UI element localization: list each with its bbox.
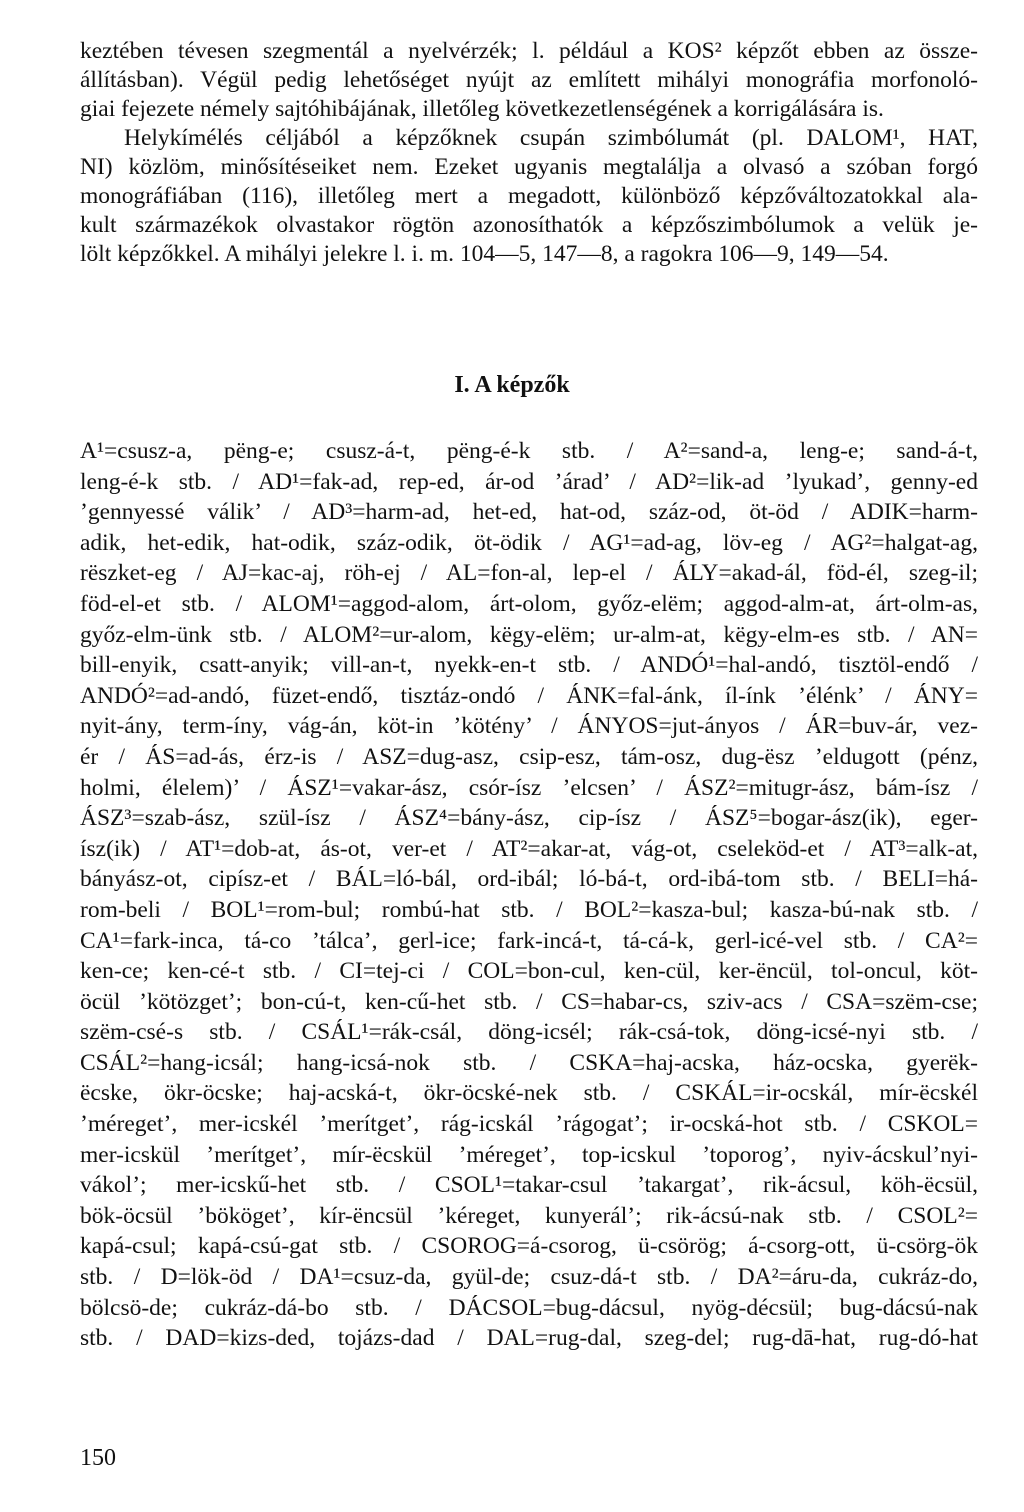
entry-line: leng-é-k stb. / AD¹=fak-ad, rep-ed, ár-od ’árad’ / AD²=lik-ad ’lyukad’, genny-ed (80, 468, 978, 495)
text-line: keztében tévesen szegmentál a nyelvérzék; l. például a KOS² képzőt ebben az össze- (80, 38, 978, 64)
text-line: kult származékok olvastakor rögtön azonosíthatók a képzőszimbólumok a velük je- (80, 212, 978, 238)
text-line: NI) közlöm, minősítéseiket nem. Ezeket ugyanis megtalálja a olvasó a szóban forgó (80, 154, 978, 180)
entry-line: ëcske, ökr-öcske; haj-acská-t, ökr-öcské-nek stb. / CSKÁL=ir-ocskál, mír-ëcskél (80, 1080, 978, 1107)
entry-line: CA¹=fark-inca, tá-co ’tálca’, gerl-ice; fark-incá-t, tá-cá-k, gerl-icé-vel stb. / CA²= (80, 927, 978, 954)
entry-line: bök-öcsül ’bököget’, kír-ëncsül ’kéreget, kunyerál’; rik-ácsú-nak stb. / CSOL²= (80, 1202, 978, 1229)
text-line: monográfiában (116), illetőleg mert a megadott, különböző képzőváltozatokkal ala- (80, 183, 978, 209)
text-line: lölt képzőkkel. A mihályi jelekre l. i. m. 104—5, 147—8, a ragokra 106—9, 149—54. (80, 241, 889, 267)
entry-line: holmi, élelem)’ / ÁSZ¹=vakar-ász, csór-ísz ’elcsen’ / ÁSZ²=mitugr-ász, bám-ísz / (80, 774, 978, 801)
entry-line: bányász-ot, cipísz-et / BÁL=ló-bál, ord-ibál; ló-bá-t, ord-ibá-tom stb. / BELI=há- (80, 866, 978, 893)
entry-line: stb. / DAD=kizs-ded, tojázs-dad / DAL=rug-dal, szeg-del; rug-dā-hat, rug-dó-hat (80, 1325, 978, 1352)
entry-line: ’méreget’, mer-icskél ’merítget’, rág-icskál ’rágogat’; ir-ocská-hot stb. / CSKOL= (80, 1111, 978, 1138)
suffix-entries (80, 436, 978, 1354)
page-number: 150 (80, 1445, 116, 1471)
entry-line: adik, het-edik, hat-odik, száz-odik, öt-ödik / AG¹=ad-ag, löv-eg / AG²=halgat-ag, (80, 529, 978, 556)
entry-line: ken-ce; ken-cé-t stb. / CI=tej-ci / COL=bon-cul, ken-cül, ker-ëncül, tol-oncul, köt- (80, 958, 978, 985)
entry-line: bill-enyik, csatt-anyik; vill-an-t, nyekk-en-t stb. / ANDÓ¹=hal-andó, tisztöl-endő / (80, 652, 978, 679)
entry-line: bölcsö-de; cukráz-dá-bo stb. / DÁCSOL=bug-dácsul, nyög-décsül; bug-dácsú-nak (80, 1294, 978, 1321)
intro-paragraph (80, 37, 978, 269)
entry-line: mer-icskül ’merítget’, mír-ëcskül ’méreget’, top-icskul ’toporog’, nyiv-ácskul’nyi- (80, 1141, 978, 1168)
text-line: giai fejezete némely sajtóhibájának, illetőleg következetlenségének a korrigálására is. (80, 96, 884, 122)
text-line: Helykímélés céljából a képzőknek csupán szimbólumát (pl. DALOM¹, HAT, (124, 125, 978, 151)
entry-line: szëm-csé-s stb. / CSÁL¹=rák-csál, döng-icsél; rák-csá-tok, döng-icsé-nyi stb. / (80, 1019, 978, 1046)
entry-line: nyit-ány, term-íny, vág-án, köt-in ’kötény’ / ÁNYOS=jut-ányos / ÁR=buv-ár, vez- (80, 713, 978, 740)
entry-line: ísz(ik) / AT¹=dob-at, ás-ot, ver-et / AT²=akar-at, vág-ot, cseleköd-et / AT³=alk-at, (80, 835, 978, 862)
entry-line: öcül ’kötözget’; bon-cú-t, ken-cű-het stb. / CS=habar-cs, sziv-acs / CSA=szëm-cse; (80, 988, 978, 1015)
entry-line: ér / ÁS=ad-ás, érz-is / ASZ=dug-asz, csip-esz, tám-osz, dug-ësz ’eldugott (pénz, (80, 743, 978, 770)
entry-line: stb. / D=lök-öd / DA¹=csuz-da, gyül-de; csuz-dá-t stb. / DA²=áru-da, cukráz-do, (80, 1264, 978, 1291)
entry-line: kapá-csul; kapá-csú-gat stb. / CSOROG=á-csorog, ü-csörög; á-csorg-ott, ü-csörg-ök (80, 1233, 978, 1260)
entry-line: vákol’; mer-icskű-het stb. / CSOL¹=takar-csul ’takargat’, rik-ácsul, köh-ëcsül, (80, 1172, 978, 1199)
section-heading: I. A képzők (454, 372, 570, 398)
entry-line: ANDÓ²=ad-andó, füzet-endő, tisztáz-ondó / ÁNK=fal-ánk, íl-ínk ’élénk’ / ÁNY= (80, 682, 978, 709)
entry-line: föd-el-et stb. / ALOM¹=aggod-alom, árt-olom, győz-elëm; aggod-alm-at, árt-olm-as, (80, 590, 978, 617)
text-line: állításban). Végül pedig lehetőséget nyújt az említett mihályi monográfia morfonoló- (80, 67, 978, 93)
entry-line: CSÁL²=hang-icsál; hang-icsá-nok stb. / CSKA=haj-acska, ház-ocska, gyerëk- (80, 1049, 978, 1076)
entry-line: győz-elm-ünk stb. / ALOM²=ur-alom, këgy-elëm; ur-alm-at, këgy-elm-es stb. / AN= (80, 621, 978, 648)
entry-line: rom-beli / BOL¹=rom-bul; rombú-hat stb. / BOL²=kasza-bul; kasza-bú-nak stb. / (80, 896, 978, 923)
entry-line: ÁSZ³=szab-ász, szül-ísz / ÁSZ⁴=bány-ász, cip-ísz / ÁSZ⁵=bogar-ász(ik), eger- (80, 805, 978, 832)
entry-line: ’gennyessé válik’ / AD³=harm-ad, het-ed, hat-od, száz-od, öt-öd / ADIK=harm- (80, 499, 978, 526)
entry-line: rëszket-eg / AJ=kac-aj, röh-ej / AL=fon-al, lep-el / ÁLY=akad-ál, föd-él, szeg-il; (80, 560, 978, 587)
entry-line: A¹=csusz-a, pëng-e; csusz-á-t, pëng-é-k stb. / A²=sand-a, leng-e; sand-á-t, (80, 438, 978, 464)
